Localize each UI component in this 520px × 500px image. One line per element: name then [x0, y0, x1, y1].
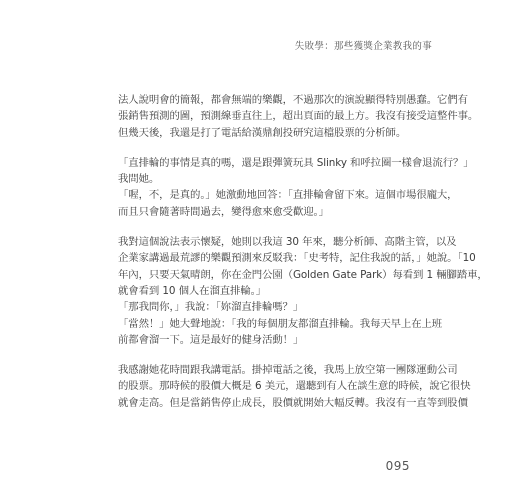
running-header: 失敗學：那些獲獎企業教我的事: [294, 41, 432, 52]
text-line: 法人說明會的簡報，都會無端的樂觀，不過那次的演說顯得特別愚蠢。它們有: [118, 94, 468, 106]
text-line: 的股票。那時候的股價大概是 6 美元，還聽到有人在談生意的時候，說它很快: [118, 380, 471, 393]
text-line: 前都會溜一下。這是最好的健身活動！」: [118, 333, 304, 346]
text-line: 就會看到 10 個人在溜直排輪。」: [118, 284, 267, 297]
text-line: 而且只會隨著時間過去，變得愈來愈受歡迎。」: [118, 205, 329, 218]
text-line: 但幾天後，我還是打了電話給漢鼎創投研究這檔股票的分析師。: [118, 126, 407, 139]
text-line: 「直排輪的事情是真的嗎，還是跟彈簧玩具 Slinky 和呼拉圈一樣會退流行？」: [118, 156, 474, 169]
text-line: 「那我問你，」我說：「妳溜直排輪嗎？」: [118, 301, 304, 314]
page-body: [118, 92, 488, 411]
text-line: 我對這個說法表示懷疑，她則以我這 30 年來，聽分析師、高階主管，以及: [118, 236, 457, 249]
paragraph-1: [118, 92, 479, 141]
page-number: 095: [385, 459, 410, 473]
text-line: 張銷售預測的圖，預測線垂直往上，超出頁面的最上方。我沒有接受這整件事。: [118, 110, 479, 123]
text-line: 年內，只要天氣晴朗，你在金門公園（Golden Gate Park）每看到 1 輛腳踏車，: [118, 268, 488, 281]
text-line: 我問她。: [118, 173, 160, 186]
text-line: 企業家講過最荒謬的樂觀預測來反駁我：「史考特，記住我說的話，」她說。「10: [118, 252, 476, 265]
paragraph-3: [118, 234, 488, 348]
paragraph-2: [118, 155, 474, 220]
text-line: 「喔，不，是真的。」她激動地回答：「直排輪會留下來。這個市場很龐大，: [118, 189, 458, 202]
text-line: 就會走高。但是當銷售停止成長，股價就開始大幅反轉。我沒有一直等到股價: [118, 396, 468, 409]
text-line: 「當然！」她大聲地說：「我的每個朋友都溜直排輪。我每天早上在上班: [118, 317, 443, 330]
text-line: 我感謝她花時間跟我講電話。掛掉電話之後，我馬上放空第一團隊運動公司: [118, 364, 458, 377]
paragraph-4: [118, 362, 471, 411]
